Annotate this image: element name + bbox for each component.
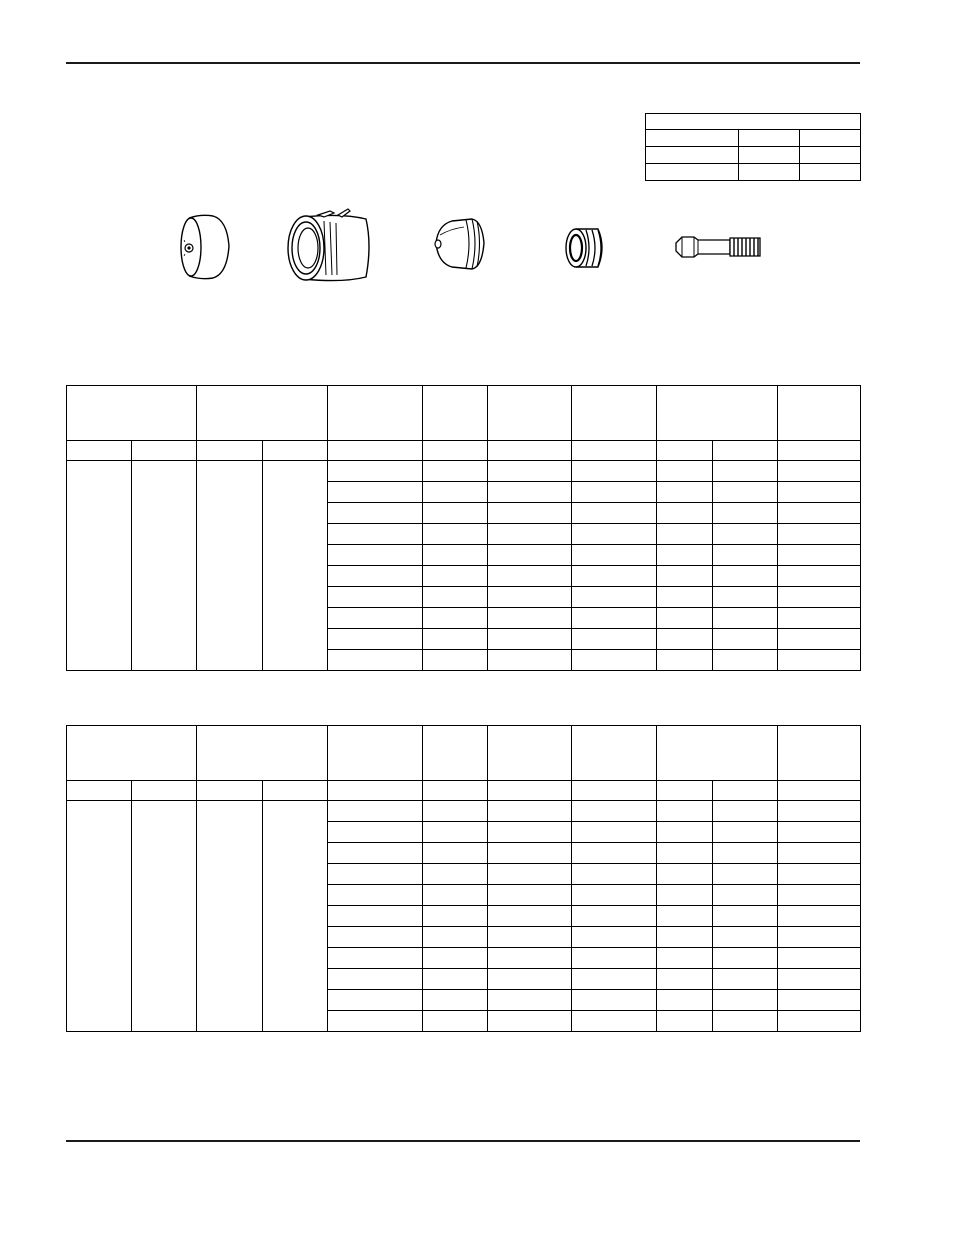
table-cell xyxy=(657,822,713,843)
table-cell xyxy=(713,843,778,864)
table-cell xyxy=(657,969,713,990)
table-cell xyxy=(488,906,572,927)
table-cell xyxy=(572,482,657,503)
subheader-cell xyxy=(132,781,197,801)
cut-chart-table-1 xyxy=(66,385,861,671)
subheader-cell xyxy=(778,781,861,801)
table-cell xyxy=(778,524,861,545)
header-cell xyxy=(67,726,197,781)
table-cell xyxy=(488,461,572,482)
subheader-cell xyxy=(328,441,423,461)
subheader-cell xyxy=(423,441,488,461)
header-cell xyxy=(197,386,328,441)
table-cell xyxy=(778,990,861,1011)
subheader-cell xyxy=(67,781,132,801)
gas-table-cell xyxy=(739,130,800,147)
header-cell xyxy=(657,386,778,441)
table-cell xyxy=(657,566,713,587)
subheader-cell xyxy=(197,781,263,801)
header-cell xyxy=(572,726,657,781)
table-cell xyxy=(572,843,657,864)
subheader-cell xyxy=(488,781,572,801)
table-cell xyxy=(328,524,423,545)
table-cell xyxy=(488,990,572,1011)
table-cell xyxy=(713,969,778,990)
table-cell xyxy=(572,1011,657,1032)
table-cell xyxy=(488,801,572,822)
table-cell xyxy=(488,948,572,969)
subheader-cell xyxy=(488,441,572,461)
table-cell xyxy=(488,629,572,650)
table-cell xyxy=(328,650,423,671)
table-cell xyxy=(328,948,423,969)
subheader-cell xyxy=(423,781,488,801)
table-cell xyxy=(572,885,657,906)
table-cell xyxy=(328,864,423,885)
table-cell xyxy=(657,482,713,503)
table-cell xyxy=(778,927,861,948)
table-cell xyxy=(423,843,488,864)
table-cell xyxy=(778,864,861,885)
gas-table-cell xyxy=(800,147,861,164)
nozzle-icon xyxy=(428,213,488,275)
table-cell xyxy=(657,650,713,671)
gas-table-cell xyxy=(646,164,739,181)
table-cell xyxy=(488,608,572,629)
table-cell xyxy=(657,906,713,927)
table-cell xyxy=(423,969,488,990)
table-cell xyxy=(572,948,657,969)
table-cell xyxy=(423,545,488,566)
merged-cell xyxy=(263,801,328,1032)
subheader-cell xyxy=(328,781,423,801)
table-cell xyxy=(572,608,657,629)
header-cell xyxy=(328,726,423,781)
table-cell xyxy=(488,885,572,906)
table-cell xyxy=(657,503,713,524)
table-cell xyxy=(713,587,778,608)
table-cell xyxy=(328,885,423,906)
table-cell xyxy=(423,608,488,629)
subheader-cell xyxy=(657,441,713,461)
table-cell xyxy=(713,1011,778,1032)
table-cell xyxy=(657,629,713,650)
table-cell xyxy=(778,545,861,566)
table-cell xyxy=(423,927,488,948)
table-cell xyxy=(328,990,423,1011)
table-cell xyxy=(572,566,657,587)
table-cell xyxy=(488,650,572,671)
table-cell xyxy=(778,822,861,843)
table-cell xyxy=(778,948,861,969)
table-cell xyxy=(572,864,657,885)
table-cell xyxy=(328,461,423,482)
subheader-cell xyxy=(572,441,657,461)
gas-table-cell xyxy=(646,130,739,147)
table-cell xyxy=(328,822,423,843)
table-cell xyxy=(572,503,657,524)
table-cell xyxy=(423,948,488,969)
table-cell xyxy=(572,629,657,650)
subheader-cell xyxy=(263,781,328,801)
table-cell xyxy=(657,608,713,629)
table-cell xyxy=(423,482,488,503)
table-cell xyxy=(328,927,423,948)
table-cell xyxy=(328,801,423,822)
table-cell xyxy=(423,503,488,524)
table-cell xyxy=(657,545,713,566)
table-cell xyxy=(657,587,713,608)
subheader-cell xyxy=(778,441,861,461)
table-cell xyxy=(657,948,713,969)
table-cell xyxy=(713,864,778,885)
table-cell xyxy=(657,885,713,906)
table-cell xyxy=(778,906,861,927)
table-cell xyxy=(488,482,572,503)
table-cell xyxy=(328,545,423,566)
table-cell xyxy=(328,503,423,524)
table-cell xyxy=(713,566,778,587)
table-cell xyxy=(423,906,488,927)
table-cell xyxy=(488,1011,572,1032)
table-cell xyxy=(328,906,423,927)
header-cell xyxy=(423,386,488,441)
gas-table-cell xyxy=(800,130,861,147)
table-cell xyxy=(778,885,861,906)
subheader-cell xyxy=(572,781,657,801)
table-cell xyxy=(328,1011,423,1032)
table-cell xyxy=(713,503,778,524)
table-cell xyxy=(713,524,778,545)
header-cell xyxy=(778,726,861,781)
consumable-parts-illustration xyxy=(170,205,770,295)
table-cell xyxy=(423,885,488,906)
table-cell xyxy=(488,587,572,608)
table-cell xyxy=(572,969,657,990)
table-cell xyxy=(423,461,488,482)
table-cell xyxy=(713,545,778,566)
table-cell xyxy=(572,927,657,948)
header-cell xyxy=(572,386,657,441)
table-cell xyxy=(423,587,488,608)
table-cell xyxy=(778,503,861,524)
header-cell xyxy=(778,386,861,441)
table-cell xyxy=(778,587,861,608)
shield-cap-icon xyxy=(175,210,235,282)
merged-cell xyxy=(132,801,197,1032)
electrode-icon xyxy=(672,229,768,265)
table-row xyxy=(67,801,861,822)
table-cell xyxy=(488,969,572,990)
table-cell xyxy=(488,843,572,864)
table-cell xyxy=(328,843,423,864)
table-cell xyxy=(657,1011,713,1032)
merged-cell xyxy=(197,461,263,671)
table-cell xyxy=(778,801,861,822)
subheader-cell xyxy=(713,441,778,461)
table-cell xyxy=(778,650,861,671)
table-cell xyxy=(778,608,861,629)
table-cell xyxy=(572,461,657,482)
gas-table-cell xyxy=(739,164,800,181)
table-cell xyxy=(778,969,861,990)
table-cell xyxy=(778,461,861,482)
table-cell xyxy=(328,608,423,629)
subheader-cell xyxy=(657,781,713,801)
table-cell xyxy=(488,545,572,566)
header-cell xyxy=(488,726,572,781)
table-cell xyxy=(423,801,488,822)
table-cell xyxy=(328,629,423,650)
table-cell xyxy=(423,990,488,1011)
table-cell xyxy=(778,482,861,503)
table-cell xyxy=(423,650,488,671)
table-cell xyxy=(572,801,657,822)
header-rule xyxy=(66,62,860,64)
table-cell xyxy=(713,906,778,927)
table-cell xyxy=(657,990,713,1011)
table-cell xyxy=(713,885,778,906)
subheader-cell xyxy=(263,441,328,461)
header-cell xyxy=(423,726,488,781)
table-cell xyxy=(572,990,657,1011)
table-cell xyxy=(423,629,488,650)
subheader-cell xyxy=(67,441,132,461)
gas-table-cell xyxy=(646,147,739,164)
table-cell xyxy=(488,927,572,948)
header-cell xyxy=(67,386,197,441)
table-cell xyxy=(488,566,572,587)
table-cell xyxy=(328,587,423,608)
table-cell xyxy=(713,927,778,948)
table-cell xyxy=(713,822,778,843)
table-cell xyxy=(778,566,861,587)
table-cell xyxy=(713,801,778,822)
table-cell xyxy=(713,990,778,1011)
table-cell xyxy=(423,566,488,587)
footer-rule xyxy=(66,1140,860,1142)
table-cell xyxy=(423,822,488,843)
table-cell xyxy=(657,524,713,545)
table-cell xyxy=(423,864,488,885)
table-cell xyxy=(572,587,657,608)
table-cell xyxy=(778,843,861,864)
table-cell xyxy=(657,461,713,482)
table-cell xyxy=(572,545,657,566)
table-cell xyxy=(713,482,778,503)
table-cell xyxy=(713,608,778,629)
merged-cell xyxy=(67,801,132,1032)
header-cell xyxy=(328,386,423,441)
table-cell xyxy=(713,629,778,650)
header-cell xyxy=(657,726,778,781)
table-cell xyxy=(657,864,713,885)
gas-table-title-cell xyxy=(646,114,861,130)
merged-cell xyxy=(263,461,328,671)
cut-chart-table-2 xyxy=(66,725,861,1032)
table-cell xyxy=(572,524,657,545)
gas-table-cell xyxy=(800,164,861,181)
table-cell xyxy=(572,650,657,671)
gas-selection-table xyxy=(645,113,861,181)
table-cell xyxy=(488,524,572,545)
table-cell xyxy=(328,969,423,990)
subheader-cell xyxy=(132,441,197,461)
subheader-cell xyxy=(197,441,263,461)
header-cell xyxy=(197,726,328,781)
table-row xyxy=(67,461,861,482)
table-cell xyxy=(423,524,488,545)
table-cell xyxy=(572,906,657,927)
table-cell xyxy=(423,1011,488,1032)
merged-cell xyxy=(197,801,263,1032)
table-cell xyxy=(328,482,423,503)
table-cell xyxy=(657,801,713,822)
table-cell xyxy=(488,822,572,843)
table-cell xyxy=(778,1011,861,1032)
table-cell xyxy=(713,948,778,969)
table-cell xyxy=(572,822,657,843)
table-cell xyxy=(657,927,713,948)
merged-cell xyxy=(67,461,132,671)
table-cell xyxy=(713,650,778,671)
table-cell xyxy=(328,566,423,587)
table-cell xyxy=(657,843,713,864)
header-cell xyxy=(488,386,572,441)
retaining-cap-icon xyxy=(282,205,378,287)
gas-table-cell xyxy=(739,147,800,164)
table-cell xyxy=(488,503,572,524)
swirl-ring-icon xyxy=(562,223,612,273)
merged-cell xyxy=(132,461,197,671)
table-cell xyxy=(488,864,572,885)
subheader-cell xyxy=(713,781,778,801)
table-cell xyxy=(778,629,861,650)
table-cell xyxy=(713,461,778,482)
